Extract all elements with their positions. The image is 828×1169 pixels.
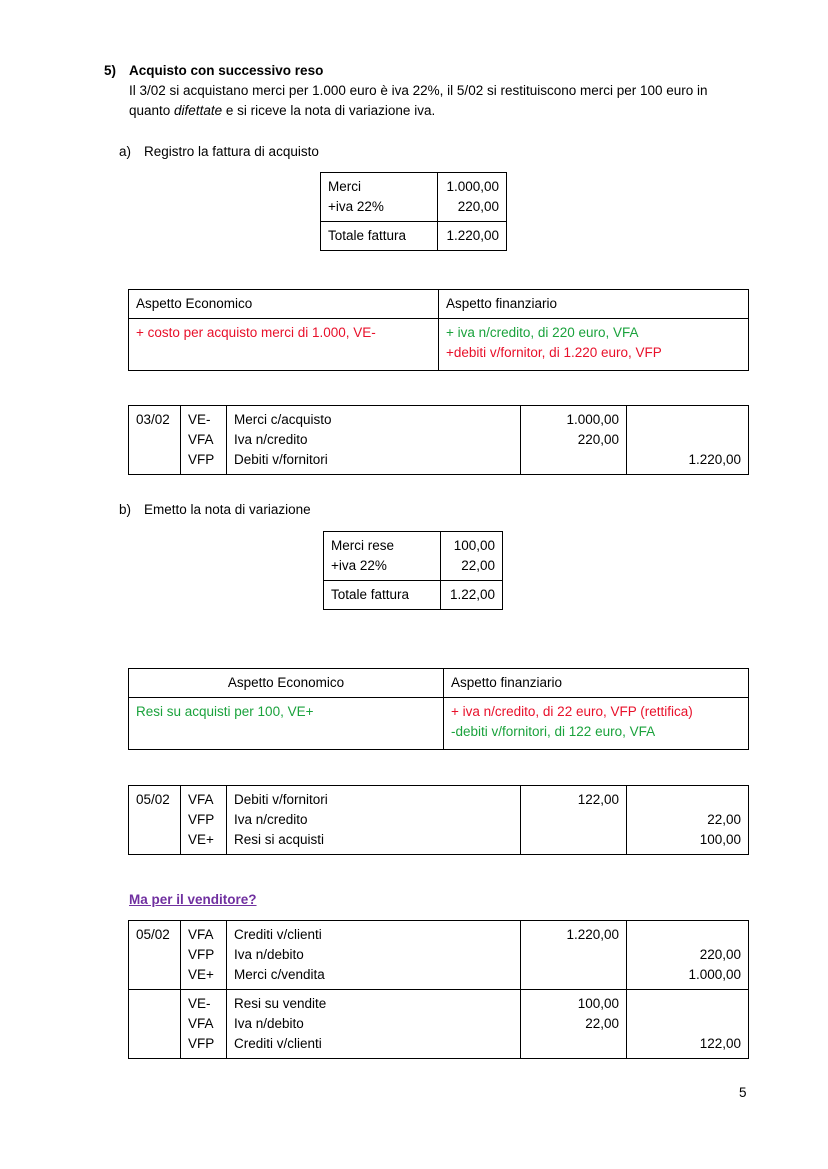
journal-b-debit bbox=[528, 810, 619, 830]
journal-b-code: VFP bbox=[188, 812, 215, 827]
aspects-b-fin-header: Aspetto finanziario bbox=[444, 669, 749, 698]
seller-date: 05/02 bbox=[129, 921, 181, 990]
journal-a-date: 03/02 bbox=[129, 406, 181, 475]
invoice-a-line1-label: Merci bbox=[328, 179, 361, 194]
journal-b-debit bbox=[528, 830, 619, 850]
invoice-b-total-value: 1.22,00 bbox=[441, 581, 503, 610]
seller-code: VE- bbox=[188, 996, 211, 1011]
invoice-a-line2-value: 220,00 bbox=[457, 199, 499, 214]
invoice-a-total-value: 1.220,00 bbox=[438, 222, 507, 251]
seller-credit: 122,00 bbox=[699, 1036, 741, 1051]
seller-debit: 1.220,00 bbox=[566, 927, 619, 942]
journal-table-a bbox=[128, 405, 749, 475]
journal-a-debit: 1.000,00 bbox=[566, 412, 619, 427]
seller-credit bbox=[634, 994, 741, 1014]
journal-b-credit: 22,00 bbox=[707, 812, 741, 827]
intro-text-a: quanto bbox=[129, 103, 175, 118]
seller-code: VFP bbox=[188, 1036, 215, 1051]
seller-credit bbox=[634, 925, 741, 945]
seller-code: VFA bbox=[188, 1016, 214, 1031]
seller-heading: Ma per il venditore? bbox=[129, 892, 257, 907]
journal-b-code: VFA bbox=[188, 792, 214, 807]
invoice-b-line1-label: Merci rese bbox=[331, 538, 395, 553]
exercise-title: Acquisto con successivo reso bbox=[129, 63, 324, 78]
exercise-number: 5) bbox=[104, 63, 117, 78]
journal-a-credit bbox=[634, 410, 741, 430]
part-b-label: b) bbox=[119, 502, 132, 517]
journal-a-debit: 220,00 bbox=[577, 432, 619, 447]
seller-debit bbox=[528, 1034, 619, 1054]
aspects-b-fin-text1: + iva n/credito, di 22 euro, VFP (rettifica) bbox=[451, 704, 693, 719]
intro-line-1: Il 3/02 si acquistano merci per 1.000 euro è iva 22%, il 5/02 si restituiscono merci per 100 euro in bbox=[129, 83, 708, 98]
seller-account: Crediti v/clienti bbox=[234, 927, 322, 942]
seller-debit: 100,00 bbox=[577, 996, 619, 1011]
aspects-a-econ-text: + costo per acquisto merci di 1.000, VE- bbox=[129, 319, 439, 371]
aspects-a-fin-text1: + iva n/credito, di 220 euro, VFA bbox=[446, 325, 639, 340]
aspects-a-econ-header: Aspetto Economico bbox=[129, 290, 439, 319]
seller-credit: 1.000,00 bbox=[688, 967, 741, 982]
seller-debit bbox=[528, 945, 619, 965]
invoice-b-line2-label: +iva 22% bbox=[331, 558, 387, 573]
seller-account: Iva n/debito bbox=[234, 947, 304, 962]
aspects-a-fin-text2: +debiti v/fornitor, di 1.220 euro, VFP bbox=[446, 345, 662, 360]
seller-credit: 220,00 bbox=[699, 947, 741, 962]
invoice-table-b bbox=[323, 531, 503, 610]
journal-table-seller bbox=[128, 920, 749, 1059]
invoice-table-a bbox=[320, 172, 507, 251]
journal-a-credit: 1.220,00 bbox=[688, 452, 741, 467]
aspects-table-b bbox=[128, 668, 749, 750]
intro-italic-word: difettate bbox=[174, 103, 223, 118]
journal-a-debit bbox=[528, 450, 619, 470]
invoice-a-line1-value: 1.000,00 bbox=[446, 179, 499, 194]
seller-account: Merci c/vendita bbox=[234, 967, 325, 982]
page-number: 5 bbox=[739, 1085, 747, 1100]
invoice-b-line2-value: 22,00 bbox=[461, 558, 495, 573]
aspects-b-econ-text: Resi su acquisti per 100, VE+ bbox=[129, 698, 444, 750]
seller-account: Resi su vendite bbox=[234, 996, 327, 1011]
journal-a-account: Debiti v/fornitori bbox=[234, 452, 328, 467]
journal-a-code: VFP bbox=[188, 452, 215, 467]
intro-text-b: e si riceve la nota di variazione iva. bbox=[222, 103, 436, 118]
journal-table-b bbox=[128, 785, 749, 855]
seller-code: VFA bbox=[188, 927, 214, 942]
seller-debit: 22,00 bbox=[585, 1016, 619, 1031]
journal-b-credit bbox=[634, 790, 741, 810]
journal-a-code: VFA bbox=[188, 432, 214, 447]
aspects-a-fin-header: Aspetto finanziario bbox=[439, 290, 749, 319]
seller-empty-date bbox=[129, 990, 181, 1059]
seller-account: Iva n/debito bbox=[234, 1016, 304, 1031]
journal-b-account: Debiti v/fornitori bbox=[234, 792, 328, 807]
invoice-a-line2-label: +iva 22% bbox=[328, 199, 384, 214]
part-a-heading: Registro la fattura di acquisto bbox=[144, 144, 319, 159]
seller-code: VE+ bbox=[188, 967, 214, 982]
aspects-b-fin-text2: -debiti v/fornitori, di 122 euro, VFA bbox=[451, 724, 656, 739]
invoice-b-total-label: Totale fattura bbox=[324, 581, 441, 610]
journal-a-code: VE- bbox=[188, 412, 211, 427]
journal-b-debit: 122,00 bbox=[577, 792, 619, 807]
journal-b-account: Resi si acquisti bbox=[234, 832, 325, 847]
journal-a-account: Merci c/acquisto bbox=[234, 412, 332, 427]
seller-credit bbox=[634, 1014, 741, 1034]
journal-b-credit: 100,00 bbox=[699, 832, 741, 847]
journal-a-credit bbox=[634, 430, 741, 450]
seller-debit bbox=[528, 965, 619, 985]
part-b-heading: Emetto la nota di variazione bbox=[144, 502, 311, 517]
invoice-a-total-label: Totale fattura bbox=[321, 222, 438, 251]
seller-code: VFP bbox=[188, 947, 215, 962]
part-a-label: a) bbox=[119, 144, 132, 159]
intro-line-2 bbox=[129, 102, 435, 120]
aspects-table-a bbox=[128, 289, 749, 371]
journal-a-account: Iva n/credito bbox=[234, 432, 308, 447]
journal-b-code: VE+ bbox=[188, 832, 214, 847]
journal-b-date: 05/02 bbox=[129, 786, 181, 855]
journal-b-account: Iva n/credito bbox=[234, 812, 308, 827]
aspects-b-econ-header: Aspetto Economico bbox=[129, 669, 444, 698]
invoice-b-line1-value: 100,00 bbox=[453, 538, 495, 553]
seller-account: Crediti v/clienti bbox=[234, 1036, 322, 1051]
